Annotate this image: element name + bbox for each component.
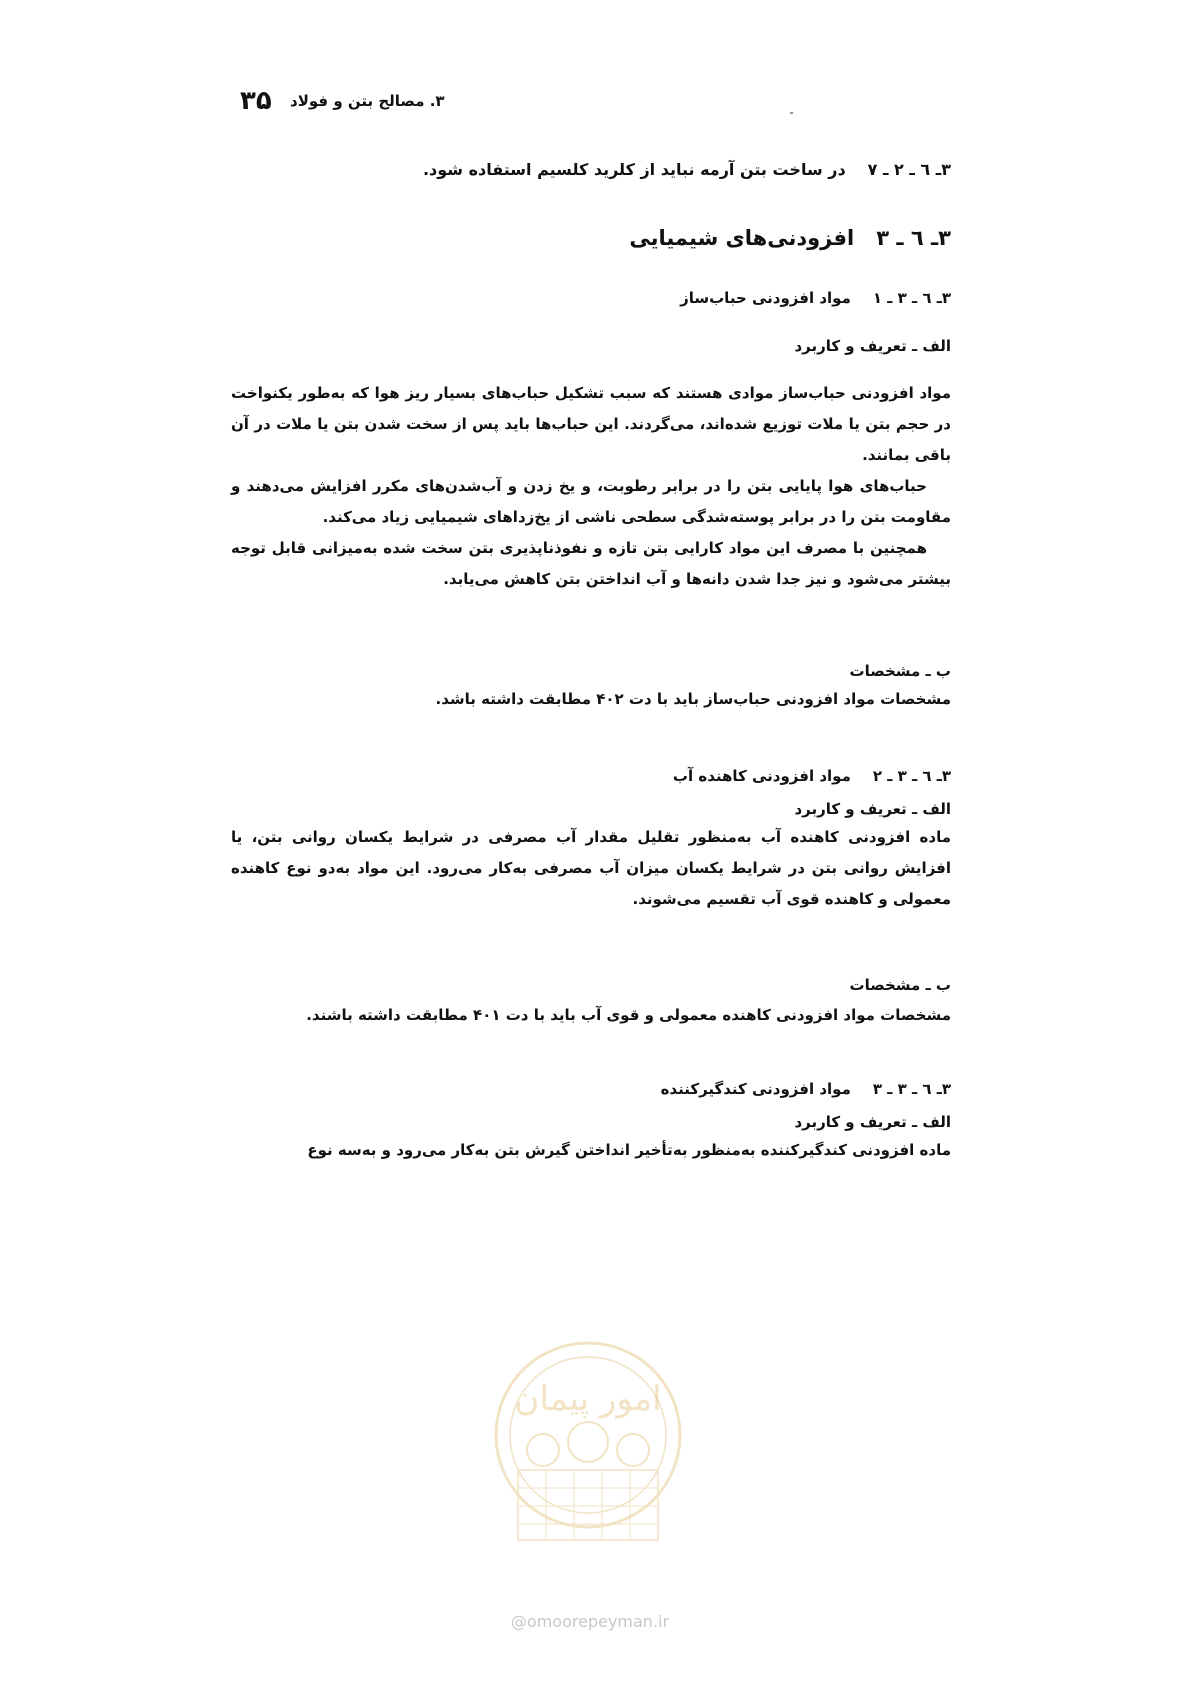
subheading-text: مواد افزودنی حباب‌ساز	[680, 289, 851, 307]
subheading-number: ۳ـ ٦ ـ ۳ ـ ۳	[872, 1080, 951, 1098]
paragraph-1: مواد افزودنی حباب‌ساز موادی هستند که سبب تشکیل حباب‌های بسیار ریز هوا که به‌طور یکنواخت در حجم بتن یا ملات توزیع شده‌اند، می‌گردند. این حباب‌ها باید پس از سخت شدن بتن یا ملات در آن باقی بمانند.	[231, 384, 951, 464]
clause-text: در ساخت بتن آرمه نباید از کلرید کلسیم استفاده شود.	[422, 160, 846, 179]
watermark-url: @omoorepeyman.ir	[510, 1612, 670, 1631]
page-number: ۳۵	[240, 86, 272, 116]
heading-number: ۳ـ ٦ ـ ۳	[876, 226, 951, 250]
subheading-definition-1: الف ـ تعریف و کاربرد	[794, 337, 951, 355]
subheading-definition-3: الف ـ تعریف و کاربرد	[794, 1113, 951, 1131]
clause-number: ۳ـ ٦ ـ ۲ ـ ۷	[867, 160, 951, 179]
paragraph-4: مشخصات مواد افزودنی حباب‌ساز باید با دت ۴۰۲ مطابقت داشته باشد.	[435, 690, 951, 708]
subheading-text: مواد افزودنی کندگیرکننده	[660, 1080, 851, 1098]
heading-3-6-3-1	[231, 289, 951, 307]
subheading-text: مواد افزودنی کاهنده آب	[672, 767, 851, 785]
heading-3-6-3	[231, 226, 951, 250]
paragraph-7: ماده افزودنی کندگیرکننده به‌منظور به‌تأخیر انداختن گیرش بتن به‌کار می‌رود و به‌سه نوع	[307, 1141, 951, 1159]
paragraph-2: حباب‌های هوا پایایی بتن را در برابر رطوبت، و یخ زدن و آب‌شدن‌های مکرر افزایش می‌دهند و مقاومت بتن را در برابر پوسته‌شدگی سطحی ناشی از یخ‌زداهای شیمیایی زیاد می‌کند.	[231, 477, 951, 526]
spec-section-2	[231, 976, 951, 1031]
body-section-2	[231, 800, 951, 915]
spec-section-1	[231, 662, 951, 715]
watermark-logo-icon	[488, 1330, 688, 1560]
header-mark	[790, 112, 793, 114]
body-section-1	[231, 378, 951, 595]
heading-3-6-3-2	[231, 767, 951, 785]
subheading-definition-2: الف ـ تعریف و کاربرد	[794, 800, 951, 818]
subheading-spec-1: ب ـ مشخصات	[849, 662, 951, 680]
chapter-title: ۳. مصالح بتن و فولاد	[290, 92, 445, 110]
subheading-number: ۳ـ ٦ ـ ۳ ـ ۲	[872, 767, 951, 785]
clause-3-6-2-7	[231, 160, 951, 179]
paragraph-6: مشخصات مواد افزودنی کاهنده معمولی و قوی آب باید با دت ۴۰۱ مطابقت داشته باشند.	[306, 1006, 951, 1024]
body-section-3	[231, 1113, 951, 1166]
heading-text: افزودنی‌های شیمیایی	[629, 226, 855, 250]
subheading-spec-2: ب ـ مشخصات	[849, 976, 951, 994]
watermark-logo-text: امور پیمان	[514, 1379, 662, 1419]
paragraph-5: ماده افزودنی کاهنده آب به‌منظور تقلیل مقدار آب مصرفی در شرایط یکسان روانی بتن، یا افزایش روانی بتن در شرایط یکسان میزان آب مصرفی به‌کار می‌رود. این مواد به‌دو نوع کاهنده معمولی و کاهنده قوی آب تقسیم می‌شوند.	[231, 828, 951, 908]
subheading-number: ۳ـ ٦ ـ ۳ ـ ۱	[872, 289, 951, 307]
heading-3-6-3-3	[231, 1080, 951, 1098]
paragraph-3: همچنین با مصرف این مواد کارایی بتن تازه و نفوذناپذیری بتن سخت شده به‌میزانی قابل توجه بیشتر می‌شود و نیز جدا شدن دانه‌ها و آب انداختن بتن کاهش می‌یابد.	[231, 539, 951, 588]
